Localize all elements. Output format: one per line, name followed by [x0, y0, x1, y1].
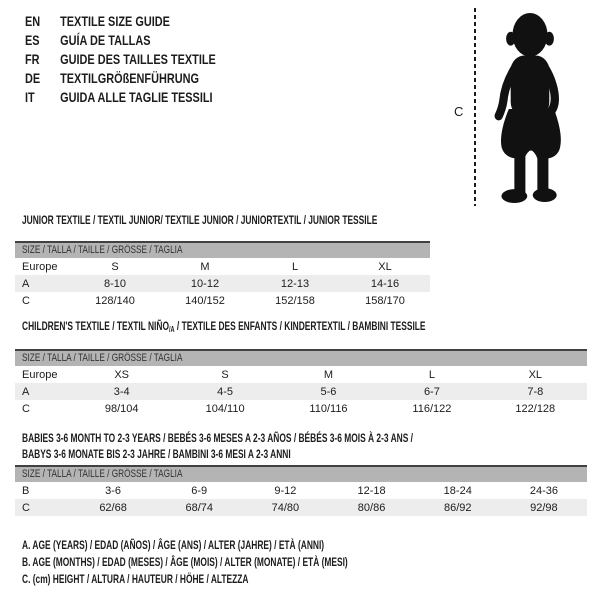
col-header-europe: Europe: [22, 260, 58, 273]
dashed-measure-line: [474, 8, 476, 206]
section-babies: [15, 430, 587, 516]
title-text: CHILDREN'S TEXTILE / TEXTIL NIÑO: [22, 319, 169, 333]
col-header-xl: XL: [528, 368, 543, 381]
table-row-months: [15, 482, 587, 499]
col-header-l: L: [428, 368, 435, 381]
footnote-age-months: B. AGE (MONTHS) / EDAD (MESES) / ÂGE (MOIS) / ALTER (MONATE) / ETÀ (MESI): [22, 555, 348, 569]
col-header-xs: XS: [114, 368, 130, 381]
lang-row-it: [25, 87, 216, 106]
size-header-text: SIZE / TALLA / TAILLE / GRÖSSE / TAGLIA: [22, 352, 183, 364]
cell-value: 12-18: [357, 484, 386, 497]
cell-value: 62/68: [99, 501, 127, 514]
col-header-m: M: [323, 368, 334, 381]
size-header-bar: [15, 241, 430, 258]
cell-value: 92/98: [530, 501, 558, 514]
table-row-height: [15, 400, 587, 417]
lang-code: DE: [25, 69, 41, 86]
cell-value: 140/152: [185, 294, 225, 307]
cell-value: 5-6: [320, 385, 337, 398]
col-header-s: S: [221, 368, 229, 381]
lang-row-de: [25, 68, 216, 87]
lang-title: GUIDA ALLE TAGLIE TESSILI: [60, 88, 213, 105]
cell-value: 152/158: [275, 294, 315, 307]
lang-code: EN: [25, 12, 41, 29]
cell-value: 110/116: [309, 402, 348, 415]
row-label: A: [22, 385, 30, 398]
row-label: B: [22, 484, 30, 497]
cell-value: 6-9: [191, 484, 208, 497]
cell-value: 12-13: [280, 277, 310, 290]
lang-title: TEXTILGRÖßENFÜHRUNG: [60, 69, 200, 86]
col-header-xl: XL: [378, 260, 392, 273]
title-subscript: /A: [168, 325, 175, 334]
cell-value: 116/122: [412, 402, 452, 415]
cell-value: 158/170: [365, 294, 405, 307]
cell-value: 104/110: [205, 402, 245, 415]
cell-value: 3-4: [113, 385, 130, 398]
cell-value: 8-10: [103, 277, 127, 290]
cell-value: 18-24: [443, 484, 472, 497]
table-row-height: [15, 499, 587, 516]
table-row-age: [15, 383, 587, 400]
cell-value: 3-6: [105, 484, 122, 497]
cell-value: 24-36: [529, 484, 558, 497]
col-header-l: L: [291, 260, 299, 273]
row-label: C: [22, 501, 30, 514]
cell-value: 74/80: [271, 501, 300, 514]
section-children: [15, 320, 587, 417]
col-header-m: M: [200, 260, 210, 273]
title-line-2: BABYS 3-6 MONATE BIS 2-3 JAHRE / BAMBINI 3-6 MESI A 2-3 ANNI: [22, 447, 291, 461]
lang-title: GUIDE DES TAILLES TEXTILE: [60, 50, 216, 67]
height-measure-label: C: [454, 104, 464, 119]
footnote-age-years: A. AGE (YEARS) / EDAD (AÑOS) / ÂGE (ANS) / ALTER (JAHRE) / ETÀ (ANNI): [22, 538, 325, 552]
height-measure-figure: [450, 6, 596, 210]
footnotes: [22, 537, 487, 588]
cell-value: 80/86: [357, 501, 386, 514]
language-title-list: [25, 11, 270, 106]
cell-value: 86/92: [443, 501, 472, 514]
col-header-s: S: [111, 260, 119, 273]
size-header-bar: [15, 465, 587, 482]
section-title-junior: JUNIOR TEXTILE / TEXTIL JUNIOR/ TEXTILE JUNIOR / JUNIORTEXTIL / JUNIOR TESSILE: [22, 213, 378, 227]
lang-row-es: [25, 30, 216, 49]
lang-title: GUÍA DE TALLAS: [60, 31, 151, 48]
cell-value: 4-5: [217, 385, 234, 398]
footnote-height-cm: C. (cm) HEIGHT / ALTURA / HAUTEUR / HÖHE / ALTEZZA: [22, 572, 249, 586]
section-title-children: [22, 319, 426, 334]
cell-value: 6-7: [423, 385, 440, 398]
table-row-columns: [15, 258, 430, 275]
cell-value: 122/128: [515, 402, 556, 415]
size-header-bar: [15, 349, 587, 366]
row-label: C: [22, 402, 30, 415]
cell-value: 14-16: [370, 277, 400, 290]
table-row-columns: [15, 366, 587, 383]
lang-code: FR: [25, 50, 40, 67]
cell-value: 7-8: [527, 385, 544, 398]
section-junior: [15, 214, 430, 309]
lang-title: TEXTILE SIZE GUIDE: [60, 12, 170, 29]
cell-value: 68/74: [185, 501, 213, 514]
lang-code: IT: [25, 88, 35, 105]
row-label: C: [22, 294, 30, 307]
lang-row-en: [25, 11, 216, 30]
lang-code: ES: [25, 31, 40, 48]
cell-value: 10-12: [190, 277, 220, 290]
size-header-text: SIZE / TALLA / TAILLE / GRÖSSE / TAGLIA: [22, 244, 183, 256]
cell-value: 9-12: [274, 484, 297, 497]
table-row-height: [15, 292, 430, 309]
lang-row-fr: [25, 49, 216, 68]
col-header-europe: Europe: [22, 368, 58, 381]
cell-value: 128/140: [95, 294, 135, 307]
toddler-silhouette-icon: [484, 8, 576, 206]
cell-value: 98/104: [104, 402, 139, 415]
row-label: A: [22, 277, 30, 290]
title-line-1: BABIES 3-6 MONTH TO 2-3 YEARS / BEBÉS 3-6 MESES A 2-3 AÑOS / BÉBÉS 3-6 MOIS À 2-3 ANS /: [22, 431, 414, 445]
title-text: / TEXTILE DES ENFANTS / KINDERTEXTIL / BAMBINI TESSILE: [174, 319, 426, 333]
section-title-babies: [22, 430, 418, 462]
size-header-text: SIZE / TALLA / TAILLE / GRÖSSE / TAGLIA: [22, 468, 183, 480]
table-row-age: [15, 275, 430, 292]
